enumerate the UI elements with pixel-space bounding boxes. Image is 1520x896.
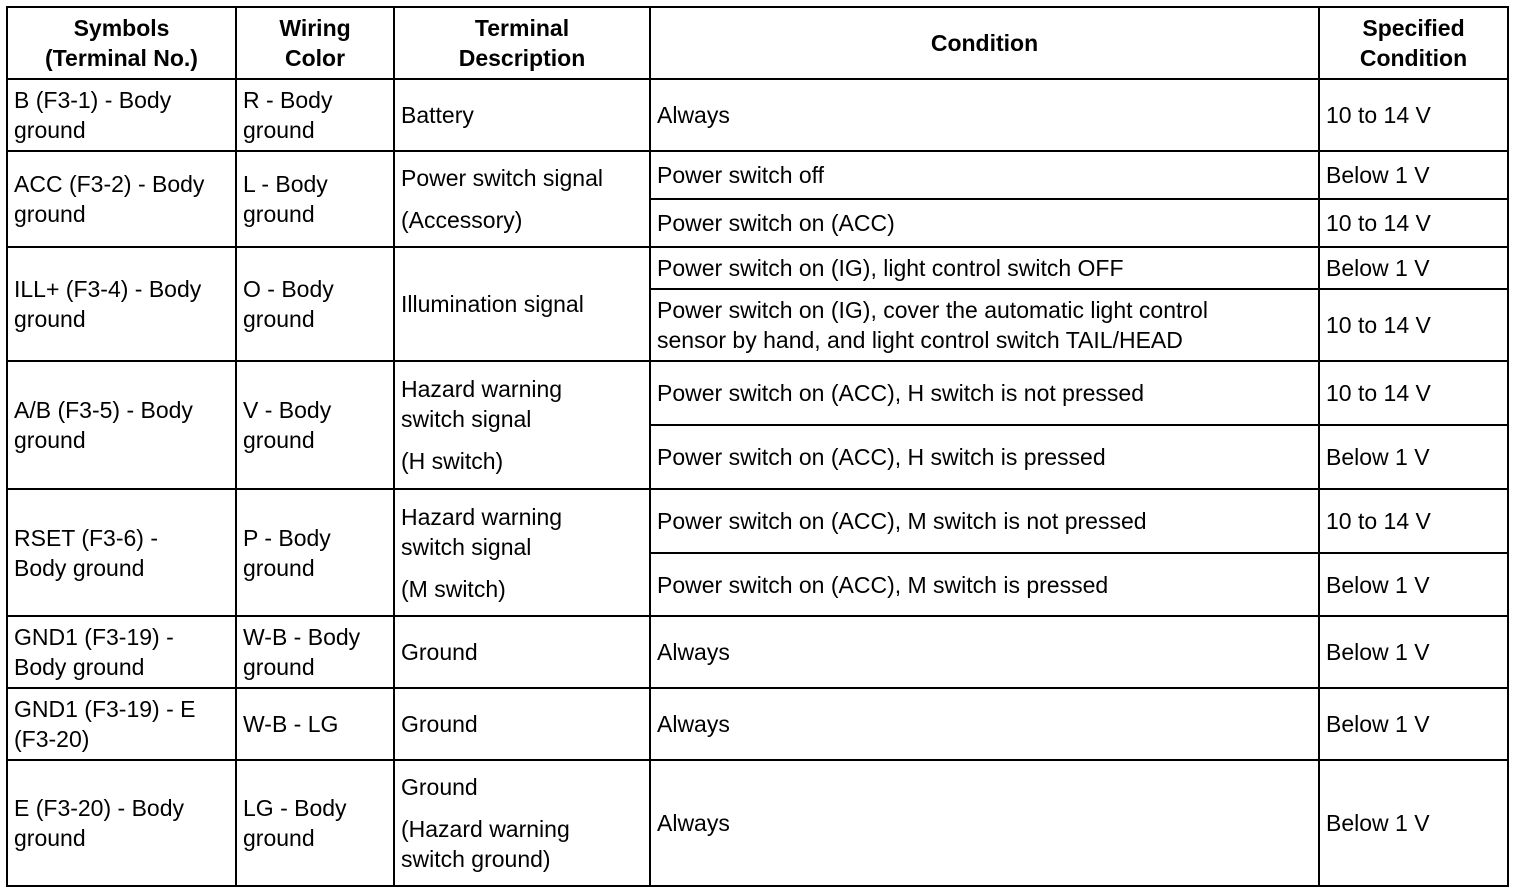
specified-cell: 10 to 14 V — [1319, 289, 1508, 361]
condition-cell: Power switch off — [650, 151, 1319, 199]
terminal-cell: Ground — [394, 616, 650, 688]
condition-cell: Always — [650, 616, 1319, 688]
table-row — [7, 361, 1508, 425]
terminal-spec-table — [6, 6, 1509, 887]
terminal-cell: Battery — [394, 79, 650, 151]
symbol-cell: A/B (F3-5) - Body ground — [7, 361, 236, 489]
condition-cell: Power switch on (ACC), M switch is pressed — [650, 553, 1319, 616]
wiring-cell: LG - Body ground — [236, 760, 394, 886]
condition-cell: Power switch on (IG), light control switch OFF — [650, 247, 1319, 289]
symbol-cell: ILL+ (F3-4) - Body ground — [7, 247, 236, 361]
table-row — [7, 688, 1508, 760]
spec-table-container — [6, 6, 1509, 887]
wiring-cell: R - Body ground — [236, 79, 394, 151]
symbol-cell: B (F3-1) - Body ground — [7, 79, 236, 151]
terminal-cell: Hazard warning switch signal (M switch) — [394, 489, 650, 616]
specified-cell: Below 1 V — [1319, 425, 1508, 489]
specified-cell: Below 1 V — [1319, 553, 1508, 616]
header-symbols: Symbols (Terminal No.) — [7, 7, 236, 79]
wiring-cell: O - Body ground — [236, 247, 394, 361]
condition-cell: Always — [650, 760, 1319, 886]
terminal-cell: Hazard warning switch signal (H switch) — [394, 361, 650, 489]
condition-cell: Always — [650, 79, 1319, 151]
specified-cell: Below 1 V — [1319, 247, 1508, 289]
header-specified-condition: Specified Condition — [1319, 7, 1508, 79]
header-row — [7, 7, 1508, 79]
header-wiring-color: Wiring Color — [236, 7, 394, 79]
table-row — [7, 760, 1508, 886]
terminal-cell: Ground (Hazard warning switch ground) — [394, 760, 650, 886]
specified-cell: 10 to 14 V — [1319, 489, 1508, 553]
condition-cell: Power switch on (ACC) — [650, 199, 1319, 247]
wiring-cell: V - Body ground — [236, 361, 394, 489]
table-row — [7, 616, 1508, 688]
specified-cell: Below 1 V — [1319, 616, 1508, 688]
condition-cell: Power switch on (IG), cover the automatic light control sensor by hand, and light control switch TAIL/HEAD — [650, 289, 1319, 361]
wiring-cell: W-B - Body ground — [236, 616, 394, 688]
symbol-cell: GND1 (F3-19) - Body ground — [7, 616, 236, 688]
wiring-cell: L - Body ground — [236, 151, 394, 247]
terminal-cell: Power switch signal (Accessory) — [394, 151, 650, 247]
specified-cell: 10 to 14 V — [1319, 79, 1508, 151]
condition-cell: Always — [650, 688, 1319, 760]
symbol-cell: ACC (F3-2) - Body ground — [7, 151, 236, 247]
header-condition: Condition — [650, 7, 1319, 79]
table-row — [7, 247, 1508, 289]
specified-cell: 10 to 14 V — [1319, 361, 1508, 425]
condition-cell: Power switch on (ACC), H switch is not pressed — [650, 361, 1319, 425]
symbol-cell: RSET (F3-6) - Body ground — [7, 489, 236, 616]
table-row — [7, 79, 1508, 151]
symbol-cell: E (F3-20) - Body ground — [7, 760, 236, 886]
table-row — [7, 151, 1508, 199]
specified-cell: Below 1 V — [1319, 760, 1508, 886]
wiring-cell: W-B - LG — [236, 688, 394, 760]
terminal-cell: Illumination signal — [394, 247, 650, 361]
condition-cell: Power switch on (ACC), H switch is pressed — [650, 425, 1319, 489]
header-terminal-description: Terminal Description — [394, 7, 650, 79]
specified-cell: Below 1 V — [1319, 151, 1508, 199]
wiring-cell: P - Body ground — [236, 489, 394, 616]
terminal-cell: Ground — [394, 688, 650, 760]
specified-cell: 10 to 14 V — [1319, 199, 1508, 247]
table-row — [7, 489, 1508, 553]
condition-cell: Power switch on (ACC), M switch is not pressed — [650, 489, 1319, 553]
symbol-cell: GND1 (F3-19) - E (F3-20) — [7, 688, 236, 760]
specified-cell: Below 1 V — [1319, 688, 1508, 760]
